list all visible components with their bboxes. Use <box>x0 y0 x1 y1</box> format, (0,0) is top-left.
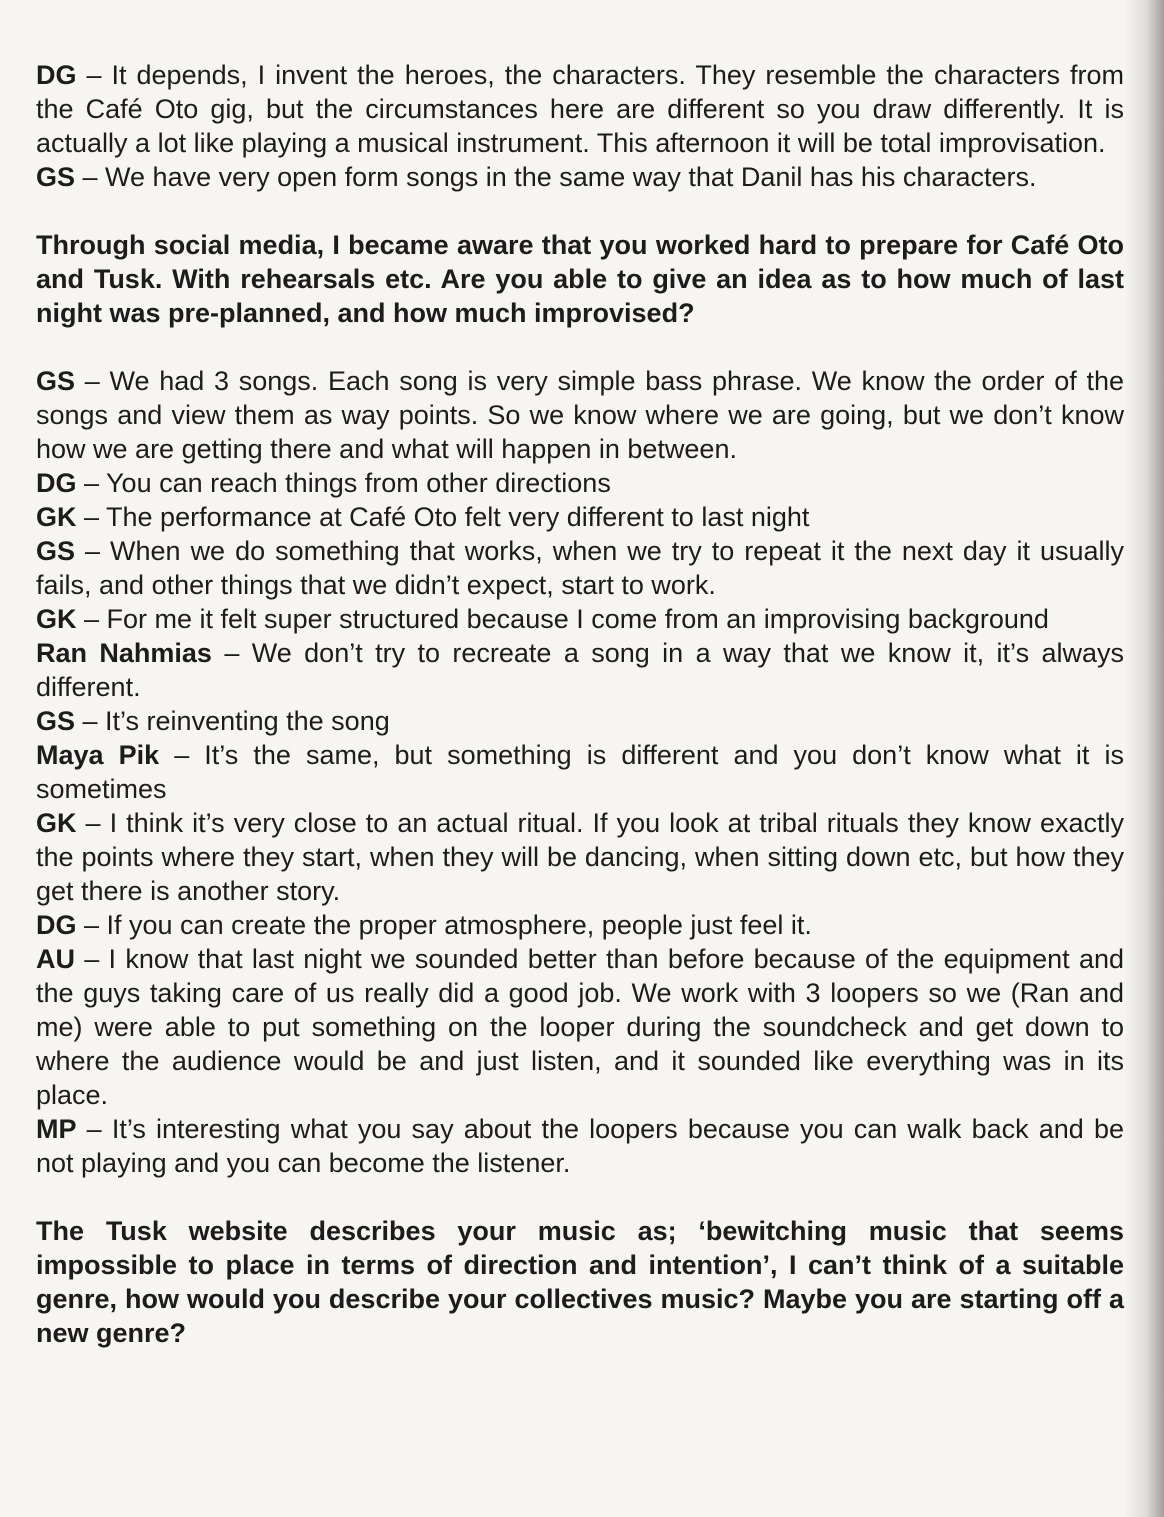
interview-text <box>36 58 1124 1384</box>
dialogue-text: – It’s reinventing the song <box>75 706 390 736</box>
page-edge-shadow <box>1124 0 1164 1517</box>
dialogue-text: – The performance at Café Oto felt very different to last night <box>76 502 810 532</box>
speaker-label: GS <box>36 366 76 396</box>
speaker-label: GK <box>36 502 77 532</box>
dialogue-text: – You can reach things from other directions <box>76 468 611 498</box>
speaker-label: Maya Pik <box>36 740 160 770</box>
dialogue-line <box>36 806 1124 908</box>
dialogue-line <box>36 942 1124 1112</box>
dialogue-line <box>36 1112 1124 1180</box>
dialogue-text: – It’s interesting what you say about the loopers because you can walk back and be not playing and you can become the listener. <box>36 1114 1124 1178</box>
interview-question: Through social media, I became aware that you worked hard to prepare for Café Oto and Tusk. With rehearsals etc. Are you able to give an idea as to how much of last night was pre-planned, and how much improvised? <box>36 230 1124 328</box>
speaker-label: DG <box>36 60 77 90</box>
dialogue-line <box>36 466 1124 500</box>
dialogue-line <box>36 58 1124 160</box>
dialogue-line <box>36 534 1124 602</box>
dialogue-text: – We had 3 songs. Each song is very simple bass phrase. We know the order of the songs and view them as way points. So we know where we are going, but we don’t know how we are getting there and what will happen in between. <box>36 366 1124 464</box>
dialogue-line <box>36 364 1124 466</box>
dialogue-line <box>36 602 1124 636</box>
dialogue-text: – I know that last night we sounded better than before because of the equipment and the guys taking care of us really did a good job. We work with 3 loopers so we (Ran and me) were able to put something on the looper during the soundcheck and get down to where the audience would be and just listen, and it sounded like everything was in its place. <box>36 944 1124 1110</box>
dialogue-text: – For me it felt super structured because I come from an improvising background <box>76 604 1049 634</box>
speaker-label: Ran Nahmias <box>36 638 212 668</box>
speaker-label: GS <box>36 706 76 736</box>
dialogue-text: – If you can create the proper atmosphere, people just feel it. <box>76 910 812 940</box>
dialogue-line <box>36 908 1124 942</box>
speaker-label: MP <box>36 1114 77 1144</box>
speaker-label: DG <box>36 468 77 498</box>
dialogue-line <box>36 636 1124 704</box>
dialogue-text: – I think it’s very close to an actual ritual. If you look at tribal rituals they know exactly the points where they start, when they will be dancing, when sitting down etc, but how they get there is another story. <box>36 808 1124 906</box>
dialogue-line <box>36 160 1124 194</box>
dialogue-text: – It depends, I invent the heroes, the characters. They resemble the characters from the Café Oto gig, but the circumstances here are different so you draw differently. It is actually a lot like playing a musical instrument. This afternoon it will be total improvisation. <box>36 60 1124 158</box>
speaker-label: GS <box>36 536 76 566</box>
interview-question: The Tusk website describes your music as; ‘bewitching music that seems impossible to place in terms of direction and intention’, I can’t think of a suitable genre, how would you describe your collectives music? Maybe you are starting off a new genre? <box>36 1216 1124 1348</box>
speaker-label: GK <box>36 808 77 838</box>
dialogue-text: – We have very open form songs in the same way that Danil has his characters. <box>75 162 1037 192</box>
dialogue-line <box>36 500 1124 534</box>
dialogue-line <box>36 738 1124 806</box>
dialogue-text: – We don’t try to recreate a song in a way that we know it, it’s always different. <box>36 638 1124 702</box>
speaker-label: GS <box>36 162 76 192</box>
speaker-label: GK <box>36 604 77 634</box>
dialogue-text: – When we do something that works, when we try to repeat it the next day it usually fails, and other things that we didn’t expect, start to work. <box>36 536 1124 600</box>
dialogue-line <box>36 704 1124 738</box>
dialogue-text: – It’s the same, but something is different and you don’t know what it is sometimes <box>36 740 1124 804</box>
speaker-label: AU <box>36 944 75 974</box>
speaker-label: DG <box>36 910 77 940</box>
